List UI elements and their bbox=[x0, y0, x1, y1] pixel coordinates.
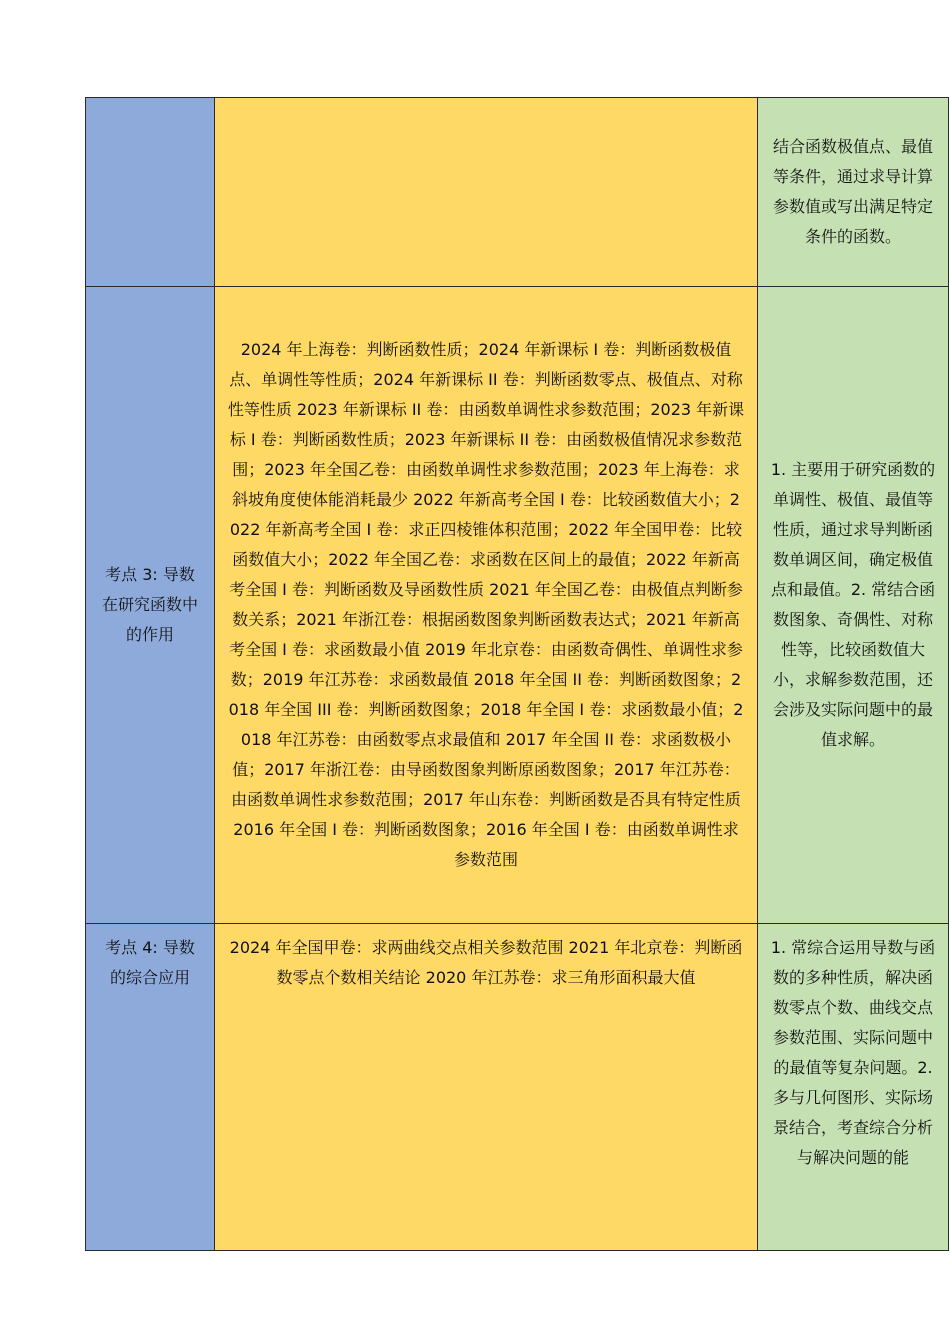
table-row bbox=[86, 287, 949, 924]
topic-cell bbox=[86, 98, 215, 287]
notes-cell: 结合函数极值点、最值等条件，通过求导计算参数值或写出满足特定条件的函数。 bbox=[758, 98, 949, 287]
notes-cell: 1. 主要用于研究函数的单调性、极值、最值等性质，通过求导判断函数单调区间，确定极值点和最值。2. 常结合函数图象、奇偶性、对称性等，比较函数值大小，求解参数范围，还会涉及实际问题中的最值求解。 bbox=[758, 287, 949, 924]
table-row bbox=[86, 924, 949, 1251]
topic-cell: 考点 4: 导数的综合应用 bbox=[86, 924, 215, 1251]
table-row bbox=[86, 98, 949, 287]
exam-list-cell: 2024 年上海卷：判断函数性质；2024 年新课标 I 卷：判断函数极值点、单调性等性质；2024 年新课标 II 卷：判断函数零点、极值点、对称性等性质 2023 年新课标 II 卷：由函数单调性求参数范围；2023 年新课标 I 卷：判断函数性质；2023 年新课标 II 卷：由函数极值情况求参数范围；2023 年全国乙卷：由函数单调性求参数范围；2023 年上海卷：求斜坡角度使体能消耗最少 2022 年新高考全国 I 卷：比较函数值大小；2022 年新高考全国 I 卷：求正四棱锥体积范围；2022 年全国甲卷：比较函数值大小；2022 年全国乙卷：求函数在区间上的最值；2022 年新高考全国 I 卷：判断函数及导函数性质 2021 年全国乙卷：由极值点判断参数关系；2021 年浙江卷：根据函数图象判断函数表达式；2021 年新高考全国 I 卷：求函数最小值 2019 年北京卷：由函数奇偶性、单调性求参数；2019 年江苏卷：求函数最值 2018 年全国 II 卷：判断函数图象；2018 年全国 III 卷：判断函数图象；2018 年全国 I 卷：求函数最小值；2018 年江苏卷：由函数零点求最值和 2017 年全国 II 卷：求函数极小值；2017 年浙江卷：由导函数图象判断原函数图象；2017 年江苏卷：由函数单调性求参数范围；2017 年山东卷：判断函数是否具有特定性质 2016 年全国 I 卷：判断函数图象；2016 年全国 I 卷：由函数单调性求参数范围 bbox=[215, 287, 758, 924]
exam-list-cell bbox=[215, 98, 758, 287]
topic-cell: 考点 3: 导数在研究函数中的作用 bbox=[86, 287, 215, 924]
exam-list-cell: 2024 年全国甲卷：求两曲线交点相关参数范围 2021 年北京卷：判断函数零点个数相关结论 2020 年江苏卷：求三角形面积最大值 bbox=[215, 924, 758, 1251]
notes-cell: 1. 常综合运用导数与函数的多种性质，解决函数零点个数、曲线交点参数范围、实际问题中的最值等复杂问题。2. 多与几何图形、实际场景结合，考查综合分析与解决问题的能 bbox=[758, 924, 949, 1251]
exam-analysis-table bbox=[85, 97, 949, 1251]
